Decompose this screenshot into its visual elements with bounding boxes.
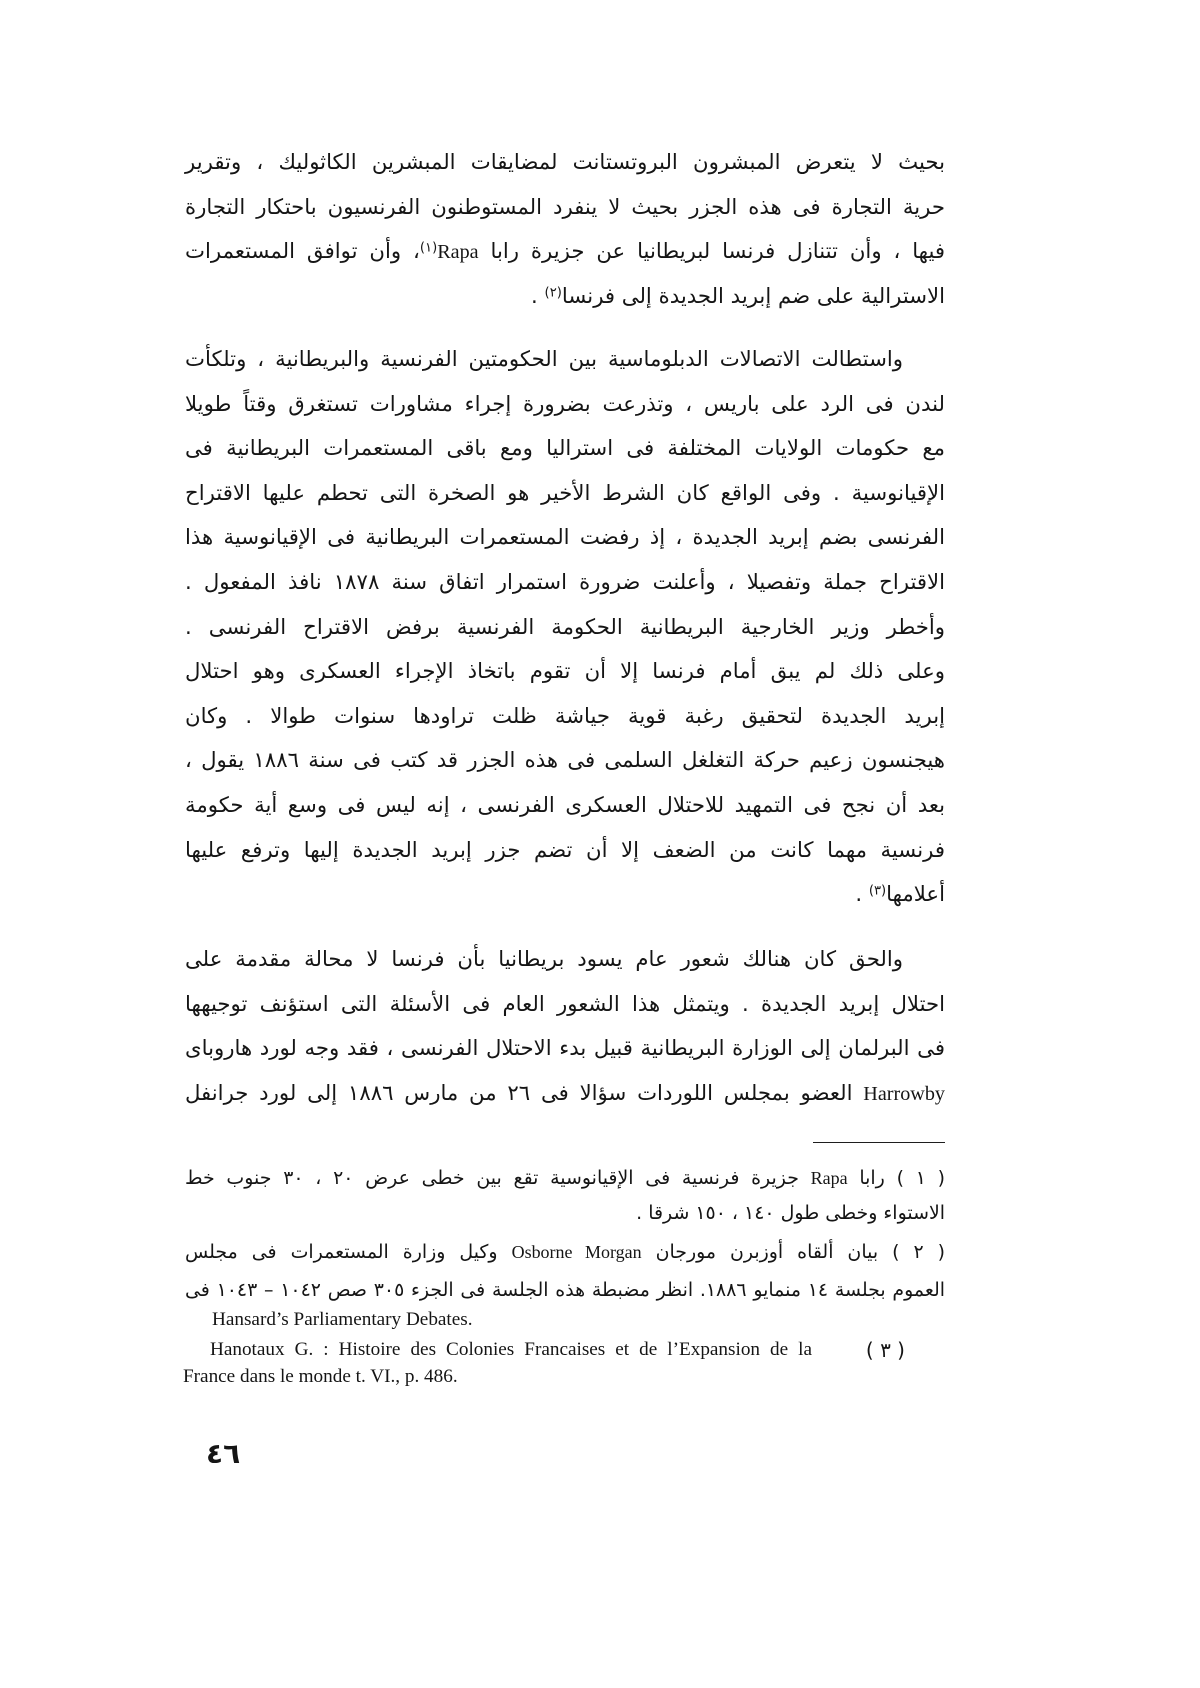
text-segment: ، وأن توافق المستعمرات bbox=[184, 239, 420, 265]
text-line bbox=[185, 230, 945, 275]
text-line bbox=[185, 650, 945, 695]
line-text: إبريد الجديدة لتحقيق رغبة قوية جياشة ظلت تراودها سنوات طوالا . وكان bbox=[185, 703, 945, 729]
footnote-line bbox=[212, 1306, 945, 1334]
text-line bbox=[185, 1027, 945, 1072]
footnote-line bbox=[185, 1161, 945, 1195]
line-text: الاستواء وخطى طول ١٤٠ ، ١٥٠ شرقا . bbox=[636, 1202, 945, 1224]
line-text: مع حكومات الولايات المختلفة فى استراليا ومع باقى المستعمرات البريطانية فى bbox=[185, 436, 945, 462]
footnote-marker: (٣) bbox=[868, 883, 887, 899]
text-segment: جزيرة فرنسية فى الإقيانوسية تقع بين خطى عرض ٢٠ ، ٣٠ جنوب خط bbox=[185, 1167, 799, 1189]
line-text: وأخطر وزير الخارجية البريطانية الحكومة الفرنسية برفض الاقتراح الفرنسى . bbox=[185, 614, 945, 640]
line-text: فى البرلمان إلى الوزارة البريطانية قبيل بدء الاحتلال الفرنسى ، فقد وجه لورد هاروباى bbox=[185, 1036, 945, 1062]
footnote-line bbox=[210, 1336, 812, 1364]
text-line bbox=[185, 938, 903, 983]
line-text bbox=[185, 1241, 945, 1263]
line-text: فرنسية مهما كانت من الضعف إلا أن تضم جزر إبريد الجديدة إليها وترفع عليها bbox=[185, 837, 945, 863]
footnote-line bbox=[185, 1196, 945, 1230]
text-segment: . bbox=[855, 882, 863, 908]
line-text: هيجنسون زعيم حركة التغلغل السلمى فى هذه الجزر قد كتب فى سنة ١٨٨٦ يقول ، bbox=[185, 748, 945, 774]
text-line bbox=[185, 784, 945, 829]
line-text: واستطالت الاتصالات الدبلوماسية بين الحكومتين الفرنسية والبريطانية ، وتلكأت bbox=[185, 347, 903, 372]
text-segment: . bbox=[531, 283, 538, 309]
latin-term: Harrowby bbox=[863, 1082, 945, 1105]
text-line bbox=[185, 383, 945, 428]
text-segment: العضو بمجلس اللوردات سؤالا فى ٢٦ من مارس ١٨٨٦ إلى لورد جرانفل bbox=[184, 1080, 853, 1106]
line-text: France dans le monde t. VI., p. 486. bbox=[183, 1366, 458, 1387]
line-text bbox=[185, 1167, 945, 1189]
text-segment: وكيل وزارة المستعمرات فى مجلس bbox=[185, 1241, 498, 1263]
line-text: العموم بجلسة ١٤ منمايو ١٨٨٦. انظر مضبطة هذه الجلسة فى الجزء ٣٠٥ صص ١٠٤٢ – ١٠٤٣ فى bbox=[184, 1279, 945, 1301]
footnote-number: ( ٣ ) bbox=[865, 1338, 905, 1362]
line-text: حرية التجارة فى هذه الجزر بحيث لا ينفرد المستوطنون الفرنسيون باحتكار التجارة bbox=[185, 194, 945, 220]
footnote-number: ( ٢ ) bbox=[892, 1241, 945, 1263]
text-segment: الاسترالية على ضم إبريد الجديدة إلى فرنسا bbox=[561, 283, 945, 309]
text-line bbox=[185, 739, 945, 784]
line-text: احتلال إبريد الجديدة . ويتمثل هذا الشعور العام فى الأسئلة التى استؤنف توجيهها bbox=[185, 991, 945, 1017]
text-segment: بيان ألقاه أوزبرن مورجان bbox=[655, 1241, 879, 1263]
latin-term: Rapa bbox=[437, 241, 479, 264]
footnote-number: ( ١ ) bbox=[896, 1167, 945, 1189]
footnote-marker: (١) bbox=[419, 240, 438, 256]
footnote-line bbox=[185, 1273, 945, 1307]
paragraph bbox=[185, 938, 945, 1116]
footnote-line bbox=[183, 1363, 945, 1391]
line-text bbox=[185, 239, 945, 264]
text-line bbox=[185, 275, 945, 320]
latin-term: Osborne Morgan bbox=[511, 1242, 642, 1262]
line-text: بحيث لا يتعرض المبشرون البروتستانت لمضايقات المبشرين الكاثوليك ، وتقرير bbox=[185, 150, 945, 175]
footnote-line bbox=[185, 1235, 945, 1269]
text-line bbox=[185, 516, 945, 561]
text-line bbox=[185, 338, 903, 383]
text-line bbox=[185, 561, 945, 606]
line-text: Hanotaux G. : Histoire des Colonies Francaises et de l’Expansion de la bbox=[210, 1339, 812, 1360]
text-line bbox=[185, 695, 945, 740]
text-line bbox=[185, 141, 945, 186]
line-text: لندن فى الرد على باريس ، وتذرعت بضرورة إجراء مشاورات تستغرق وقتاً طويلا bbox=[185, 391, 945, 417]
text-line bbox=[185, 427, 945, 472]
text-segment: أعلامها bbox=[886, 882, 945, 908]
paragraph bbox=[185, 141, 945, 319]
line-text: بعد أن نجح فى التمهيد للاحتلال العسكرى الفرنسى ، إنه ليس فى وسع أية حكومة bbox=[185, 792, 945, 818]
footnote-rule bbox=[813, 1142, 945, 1143]
text-line bbox=[185, 829, 945, 874]
line-text: الاقتراح جملة وتفصيلا ، وأعلنت ضرورة استمرار اتفاق سنة ١٨٧٨ نافذ المفعول . bbox=[184, 569, 945, 595]
footnote-marker: (٢) bbox=[544, 285, 562, 301]
line-text: الفرنسى بضم إبريد الجديدة ، إذ رفضت المستعمرات البريطانية فى الإقيانوسية هذا bbox=[185, 525, 945, 551]
text-line bbox=[185, 873, 945, 918]
text-line bbox=[185, 606, 945, 651]
line-text: وعلى ذلك لم يبق أمام فرنسا إلا أن تقوم باتخاذ الإجراء العسكرى وهو احتلال bbox=[185, 659, 945, 685]
paragraph bbox=[185, 338, 945, 918]
text-line bbox=[185, 186, 945, 231]
text-segment: فيها ، وأن تتنازل فرنسا لبريطانيا عن جزيرة رابا bbox=[490, 239, 945, 265]
text-line bbox=[185, 1072, 945, 1117]
line-text: الإقيانوسية . وفى الواقع كان الشرط الأخير هو الصخرة التى تحطم عليها الاقتراح bbox=[185, 480, 945, 506]
line-text: والحق كان هنالك شعور عام يسود بريطانيا بأن فرنسا لا محالة مقدمة على bbox=[185, 947, 903, 972]
line-text bbox=[855, 882, 945, 907]
text-segment: رابا bbox=[859, 1167, 885, 1189]
page-number: ٤٦ bbox=[206, 1437, 241, 1470]
text-line bbox=[185, 472, 945, 517]
line-text bbox=[531, 284, 945, 309]
latin-term: Rapa bbox=[810, 1168, 848, 1188]
line-text bbox=[185, 1081, 945, 1106]
text-line bbox=[185, 983, 945, 1028]
line-text: Hansard’s Parliamentary Debates. bbox=[212, 1309, 473, 1330]
